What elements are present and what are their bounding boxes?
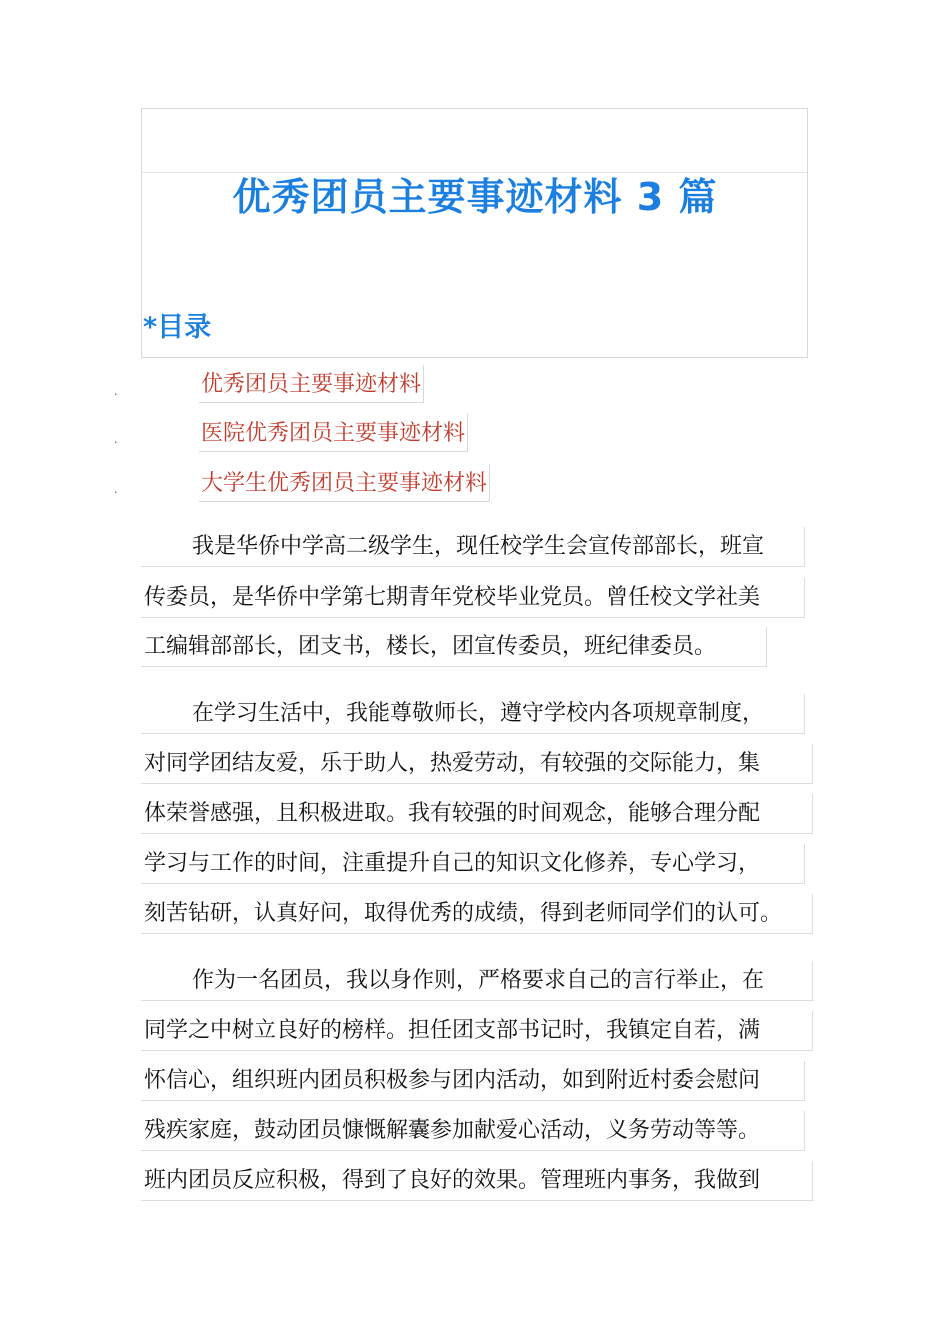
paragraph-2-line: 学习与工作的时间，注重提升自己的知识文化修养，专心学习， (141, 844, 805, 884)
toc-link-2[interactable]: 医院优秀团员主要事迹材料 (199, 414, 468, 452)
paragraph-3-line: 同学之中树立良好的榜样。担任团支部书记时，我镇定自若，满 (141, 1011, 813, 1051)
paragraph-3-line: 残疾家庭，鼓动团员慷慨解囊参加献爱心活动，义务劳动等等。 (141, 1111, 805, 1151)
paragraph-2-line: 刻苦钻研，认真好问，取得优秀的成绩，得到老师同学们的认可。 (141, 894, 813, 934)
paragraph-2-line: 对同学团结友爱，乐于助人，热爱劳动，有较强的交际能力，集 (141, 744, 813, 784)
paragraph-2-line: 体荣誉感强，且积极进取。我有较强的时间观念，能够合理分配 (141, 794, 813, 834)
paragraph-1-line: 我是华侨中学高二级学生，现任校学生会宣传部部长，班宣 (141, 527, 805, 567)
paragraph-3-line: 班内团员反应积极，得到了良好的效果。管理班内事务，我做到 (141, 1161, 813, 1201)
toc-bullet: . (114, 433, 118, 446)
toc-bullet: . (114, 385, 118, 398)
paragraph-2-line: 在学习生活中，我能尊敬师长，遵守学校内各项规章制度， (141, 694, 805, 734)
paragraph-1-line: 传委员，是华侨中学第七期青年党校毕业党员。曾任校文学社美 (141, 578, 805, 618)
toc-heading: *目录 (143, 312, 212, 343)
toc-bullet: . (114, 483, 118, 496)
title-frame-top (141, 108, 808, 172)
toc-link-1[interactable]: 优秀团员主要事迹材料 (199, 365, 424, 403)
paragraph-3-line: 作为一名团员，我以身作则，严格要求自己的言行举止，在 (141, 961, 813, 1001)
document-title: 优秀团员主要事迹材料 3 篇 (232, 175, 718, 219)
paragraph-1-line: 工编辑部部长，团支书，楼长，团宣传委员，班纪律委员。 (141, 627, 767, 667)
toc-link-3[interactable]: 大学生优秀团员主要事迹材料 (199, 464, 490, 502)
paragraph-3-line: 怀信心，组织班内团员积极参与团内活动，如到附近村委会慰问 (141, 1061, 805, 1101)
